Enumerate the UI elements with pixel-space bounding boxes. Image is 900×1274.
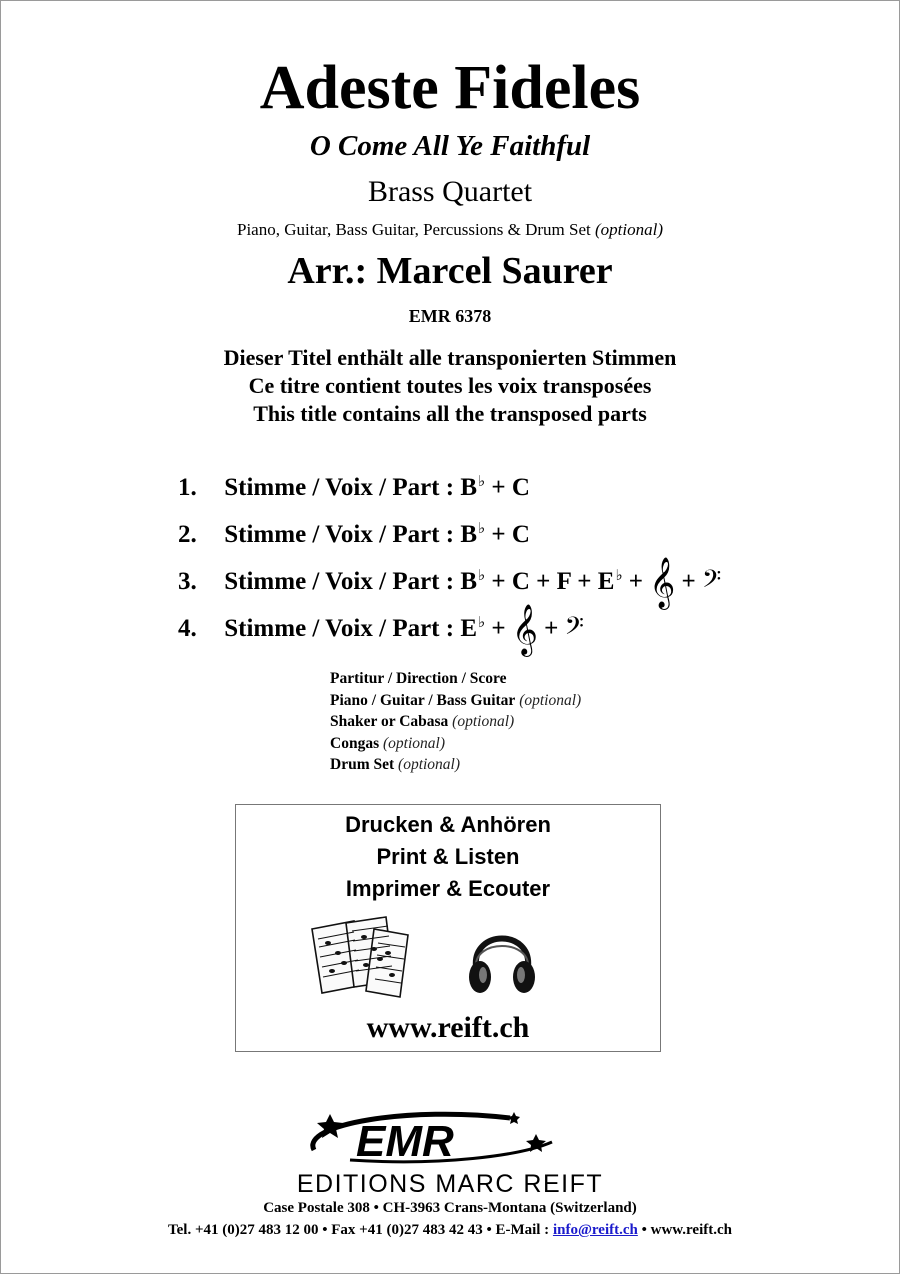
contact-prefix: Tel. +41 (0)27 483 12 00 • Fax +41 (0)27 483 42 43 • E-Mail : — [168, 1222, 550, 1238]
email-link[interactable]: info@reift.ch — [552, 1222, 638, 1238]
part-item — [178, 462, 721, 509]
ensemble-label: Brass Quartet — [367, 175, 533, 208]
part-label: Stimme / Voix / Part : — [224, 615, 455, 642]
part-keys: B♭ + C — [460, 521, 530, 548]
logo-text: EMR — [356, 1117, 454, 1166]
instruments-optional: (optional) — [594, 220, 663, 239]
score-item: Drum Set (optional) — [330, 756, 461, 773]
promo-url[interactable]: www.reift.ch — [366, 1011, 530, 1044]
part-keys: E♭ + 𝄞 + 𝄢 — [460, 604, 584, 655]
parts-list — [178, 462, 722, 655]
score-item: Shaker or Cabasa (optional) — [330, 713, 515, 730]
score-item: Partitur / Direction / Score — [330, 670, 507, 687]
scores-list — [330, 668, 581, 776]
contact-line — [0, 1220, 900, 1240]
arranger: Arr.: Marcel Saurer — [287, 250, 613, 292]
note-german: Dieser Titel enthält alle transponierten Stimmen — [223, 345, 677, 370]
instruments-line — [0, 218, 900, 242]
part-keys: B♭ + C — [460, 474, 530, 501]
page-title: Adeste Fideles — [259, 54, 641, 122]
part-item — [178, 556, 722, 608]
part-keys: B♭ + C + F + E♭ + 𝄞 + 𝄢 — [460, 557, 722, 608]
headphones-icon — [466, 917, 538, 999]
flat-sign-icon: ♭ — [478, 474, 486, 490]
promo-line-english: Print & Listen — [376, 844, 520, 869]
promo-line-french: Imprimer & Ecouter — [345, 876, 551, 901]
publisher-address: Case Postale 308 • CH-3963 Crans-Montana (Switzerland) — [263, 1200, 637, 1216]
instruments-text: Piano, Guitar, Bass Guitar, Percussions & Drum Set — [237, 220, 591, 239]
part-number: 2. — [178, 521, 197, 548]
part-number: 3. — [178, 568, 197, 595]
sheet-music-icon — [308, 915, 420, 999]
part-label: Stimme / Voix / Part : — [224, 568, 455, 595]
treble-clef-icon: 𝄞 — [511, 604, 538, 655]
note-french: Ce titre contient toutes les voix transposées — [248, 373, 652, 398]
score-item: Piano / Guitar / Bass Guitar (optional) — [330, 691, 582, 709]
flat-sign-icon: ♭ — [615, 568, 623, 584]
score-item: Congas (optional) — [330, 734, 445, 752]
part-number: 4. — [178, 615, 197, 642]
part-item — [178, 509, 721, 556]
promo-line-german: Drucken & Anhören — [345, 812, 551, 837]
note-english: This title contains all the transposed parts — [253, 401, 647, 426]
part-number: 1. — [178, 474, 197, 501]
part-label: Stimme / Voix / Part : — [224, 521, 455, 548]
bass-clef-icon: 𝄢 — [564, 612, 584, 647]
catalog-number: EMR 6378 — [408, 306, 492, 326]
flat-sign-icon: ♭ — [478, 615, 486, 631]
print-listen-box — [235, 804, 661, 1052]
flat-sign-icon: ♭ — [478, 521, 486, 537]
bass-clef-icon: 𝄢 — [702, 565, 722, 600]
page-subtitle: O Come All Ye Faithful — [309, 130, 591, 162]
part-item — [178, 603, 721, 655]
treble-clef-icon: 𝄞 — [649, 557, 676, 608]
publisher-name: EDITIONS MARC REIFT — [296, 1170, 604, 1198]
flat-sign-icon: ♭ — [478, 568, 486, 584]
part-label: Stimme / Voix / Part : — [224, 474, 455, 501]
contact-suffix: • www.reift.ch — [641, 1222, 732, 1238]
emr-logo — [290, 1104, 570, 1168]
